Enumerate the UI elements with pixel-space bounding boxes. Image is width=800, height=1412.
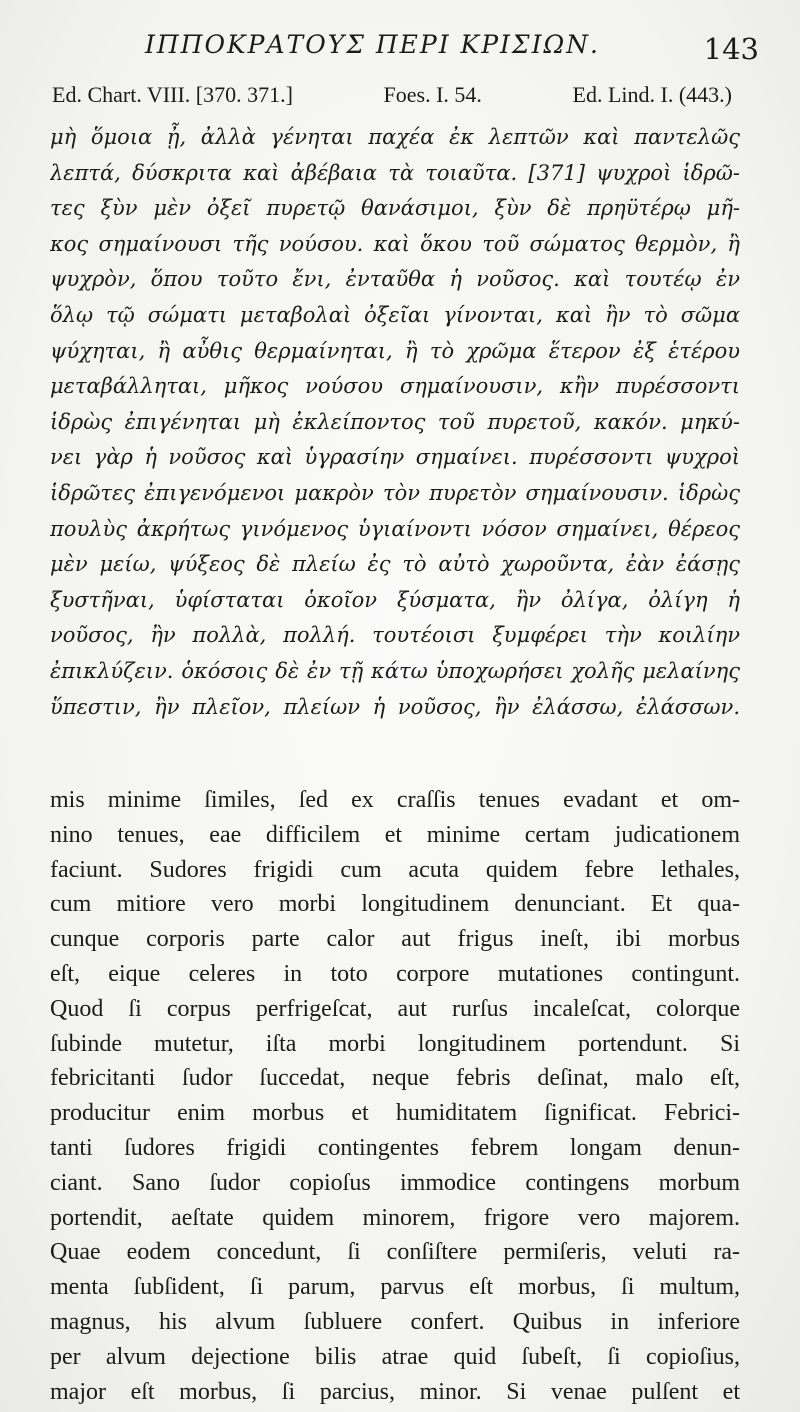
greek-line: ἱδρῶτες ἐπιγενόμενοι μακρὸν τὸν πυρετὸν σημαίνουσιν. ἱδρὼς xyxy=(50,480,740,505)
latin-line: mis minime ſimiles, ſed ex craſſis tenues evadant et om- xyxy=(50,787,740,813)
latin-line: tanti ſudores frigidi contingentes febrem longam denun- xyxy=(50,1134,740,1161)
greek-line: ξυστῆναι, ὑφίσταται ὁκοῖον ξύσματα, ἢν ὀλίγα, ὀλίγη ἡ xyxy=(50,587,740,612)
edition-references xyxy=(52,82,732,108)
greek-line: νοῦσος, ἢν πολλὰ, πολλή. τουτέοισι ξυμφέρει τὴν κοιλίην xyxy=(50,623,740,648)
running-head xyxy=(145,28,785,68)
latin-text-block xyxy=(50,783,740,1409)
latin-line: ciant. Sano ſudor copioſus immodice contingens morbum xyxy=(50,1169,740,1196)
latin-line: menta ſubſident, ſi parum, parvus eſt morbus, ſi multum, xyxy=(50,1274,740,1301)
greek-line: ὕπεστιν, ἢν πλεῖον, πλείων ἡ νοῦσος, ἢν ἐλάσσω, ἐλάσσων. xyxy=(50,694,740,719)
latin-line: febricitanti ſudor ſuccedat, neque febris deſinat, malo eſt, xyxy=(50,1065,740,1092)
greek-line: μὲν μείω, ψύξεος δὲ πλείω ἐς τὸ αὐτὸ χωροῦντα, ἐὰν ἐάσῃς xyxy=(50,552,740,577)
greek-line: ἐπικλύζειν. ὁκόσοις δὲ ἐν τῇ κάτω ὑποχωρήσει χολῆς μελαίνης xyxy=(50,658,740,683)
edition-foes-ref: Foes. I. 54. xyxy=(383,82,482,107)
latin-line: nino tenues, eae difficilem et minime certam judicationem xyxy=(50,821,740,848)
latin-line: portendit, aeſtate quidem minorem, frigore vero majorem. xyxy=(50,1204,740,1231)
greek-line: τες ξὺν μὲν ὀξεῖ πυρετῷ θανάσιμοι, ξὺν δὲ πρηϋτέρῳ μῆ- xyxy=(50,196,740,221)
latin-line: magnus, his alvum ſubluere confert. Quibus in inferiore xyxy=(50,1308,740,1335)
greek-line: λεπτά, δύσκριτα καὶ ἀβέβαια τὰ τοιαῦτα. [371] ψυχροὶ ἱδρῶ- xyxy=(50,160,740,185)
page-number: 143 xyxy=(703,32,759,66)
latin-line: Quod ſi corpus perfrigeſcat, aut rurſus incaleſcat, colorque xyxy=(50,995,740,1022)
greek-line: ψύχηται, ἢ αὖθις θερμαίνηται, ἢ τὸ χρῶμα ἕτερον ἐξ ἑτέρου xyxy=(50,338,740,363)
latin-line: major eſt morbus, ſi parcius, minor. Si venae pulſent et xyxy=(50,1378,740,1405)
latin-line: ſubinde mutetur, iſta morbi longitudinem portendunt. Si xyxy=(50,1030,740,1057)
latin-line: producitur enim morbus et humiditatem ſignificat. Febrici- xyxy=(50,1100,740,1127)
greek-line: ἱδρὼς ἐπιγένηται μὴ ἐκλείποντος τοῦ πυρετοῦ, κακόν. μηκύ- xyxy=(50,409,740,434)
latin-line: Quae eodem concedunt, ſi conſiſtere permiſeris, veluti ra- xyxy=(50,1239,740,1266)
greek-text-block xyxy=(50,120,740,725)
greek-line: κος σημαίνουσι τῆς νούσου. καὶ ὅκου τοῦ σώματος θερμὸν, ἢ xyxy=(50,231,740,256)
edition-lind-ref: Ed. Lind. I. (443.) xyxy=(572,82,732,107)
greek-line: πουλὺς ἀκρήτως γινόμενος ὑγιαίνοντι νόσον σημαίνει, θέρεος xyxy=(50,516,740,541)
latin-line: faciunt. Sudores frigidi cum acuta quidem febre lethales, xyxy=(50,856,740,883)
greek-line: μεταβάλληται, μῆκος νούσου σημαίνουσιν, κἢν πυρέσσοντι xyxy=(50,374,740,399)
greek-line: μὴ ὅμοια ᾖ, ἀλλὰ γένηται παχέα ἐκ λεπτῶν καὶ παντελῶς xyxy=(50,125,740,149)
running-title: ΙΠΠΟΚΡΑΤΟΥΣ ΠΕΡΙ ΚΡΙΣΙΩΝ. xyxy=(145,30,600,59)
latin-line: per alvum dejectione bilis atrae quid ſubeſt, ſi copioſius, xyxy=(50,1343,740,1370)
greek-line: ὅλῳ τῷ σώματι μεταβολαὶ ὀξεῖαι γίνονται, καὶ ἢν τὸ σῶμα xyxy=(50,302,740,327)
latin-line: cum mitiore vero morbi longitudinem denunciant. Et qua- xyxy=(50,891,740,918)
edition-chart-ref: Ed. Chart. VIII. [370. 371.] xyxy=(52,82,293,107)
latin-line: eſt, eique celeres in toto corpore mutationes contingunt. xyxy=(50,960,740,987)
greek-line: νει γὰρ ἡ νοῦσος καὶ ὑγρασίην σημαίνει. πυρέσσοντι ψυχροὶ xyxy=(50,445,740,470)
greek-line: ψυχρὸν, ὅπου τοῦτο ἔνι, ἐνταῦθα ἡ νοῦσος. καὶ τουτέῳ ἐν xyxy=(50,267,740,292)
latin-line: cunque corporis parte calor aut frigus ineſt, ibi morbus xyxy=(50,926,740,953)
